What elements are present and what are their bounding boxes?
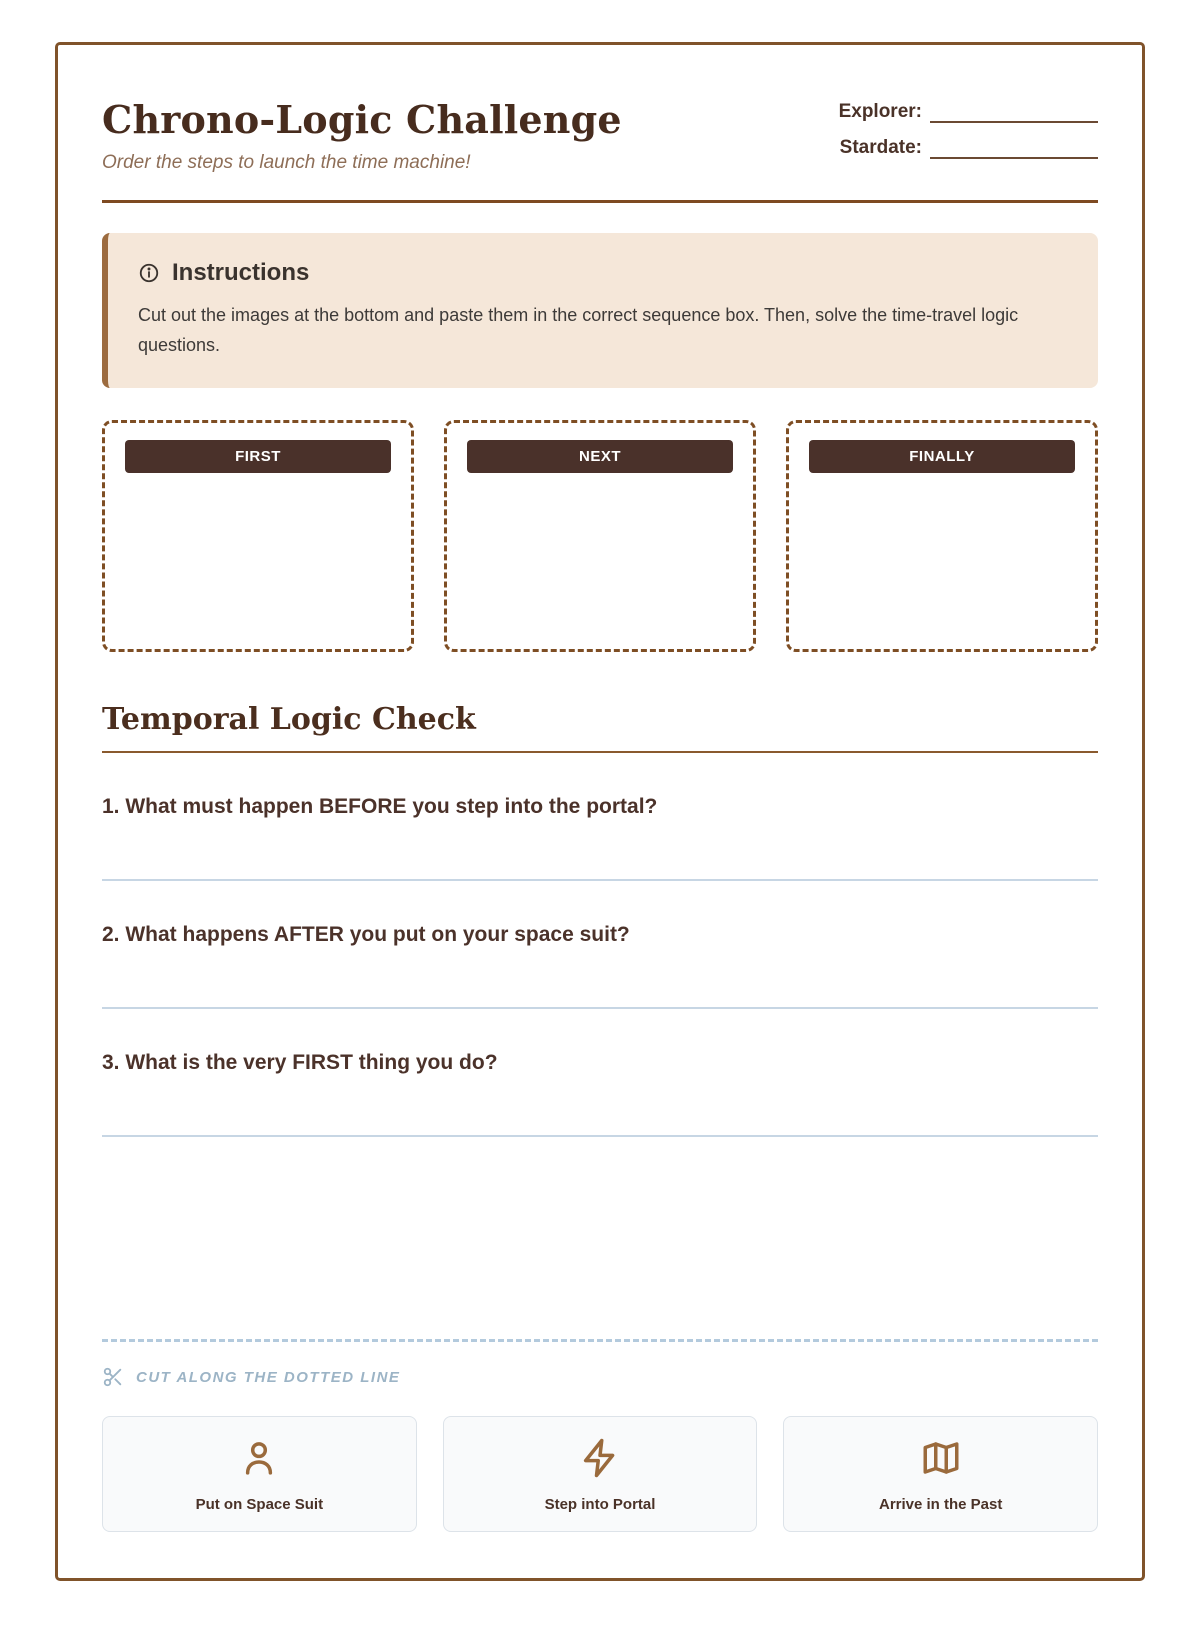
question-2 [102, 923, 1098, 1009]
question-1-answer-line[interactable] [102, 879, 1098, 881]
instructions-heading [138, 259, 1068, 287]
stardate-write-line[interactable] [930, 139, 1098, 159]
worksheet-page [55, 42, 1145, 1581]
explorer-write-line[interactable] [930, 103, 1098, 123]
card-put-on-space-suit[interactable] [102, 1416, 417, 1532]
sequence-box-first[interactable] [102, 420, 414, 652]
instructions-text: Cut out the images at the bottom and paste them in the correct sequence box. Then, solve the time-travel logic questions. [138, 305, 1019, 355]
lightning-icon [579, 1437, 621, 1479]
page-subtitle: Order the steps to launch the time machine! [102, 152, 471, 173]
sequence-row [102, 420, 1098, 652]
question-3-text: 3. What is the very FIRST thing you do? [102, 1051, 498, 1075]
question-2-answer-line[interactable] [102, 1007, 1098, 1009]
card-label: Arrive in the Past [878, 1496, 1003, 1514]
card-arrive-in-the-past[interactable] [783, 1416, 1098, 1532]
question-3 [102, 1051, 1098, 1137]
instructions-box [102, 233, 1098, 388]
card-label: Put on Space Suit [195, 1496, 324, 1514]
map-icon [920, 1437, 962, 1479]
question-3-answer-line[interactable] [102, 1135, 1098, 1137]
explorer-label: Explorer: [838, 101, 922, 122]
sequence-label-next: NEXT [467, 440, 733, 473]
header-title-block [102, 97, 622, 174]
logic-section-divider [102, 751, 1098, 753]
card-label: Step into Portal [544, 1496, 656, 1514]
header-fields [839, 97, 1098, 173]
stardate-field [839, 137, 1098, 159]
cut-label-row [102, 1366, 1098, 1388]
page-title: Chrono-Logic Challenge [102, 97, 622, 142]
info-icon [138, 262, 160, 284]
sequence-label-first: FIRST [125, 440, 391, 473]
cut-label: CUT ALONG THE DOTTED LINE [136, 1368, 401, 1386]
cutout-cards-row [102, 1416, 1098, 1532]
sequence-box-next[interactable] [444, 420, 756, 652]
sequence-box-finally[interactable] [786, 420, 1098, 652]
header-divider [102, 200, 1098, 203]
question-1-text: 1. What must happen BEFORE you step into the portal? [102, 795, 658, 819]
sequence-label-finally: FINALLY [809, 440, 1075, 473]
explorer-field [839, 101, 1098, 123]
cut-dotted-line [102, 1339, 1098, 1342]
header [102, 97, 1098, 174]
astronaut-icon [238, 1437, 280, 1479]
card-step-into-portal[interactable] [443, 1416, 758, 1532]
logic-section-heading: Temporal Logic Check [102, 702, 476, 738]
instructions-title: Instructions [172, 259, 310, 286]
question-1 [102, 795, 1098, 881]
scissors-icon [102, 1366, 124, 1388]
question-2-text: 2. What happens AFTER you put on your space suit? [102, 923, 630, 947]
stardate-label: Stardate: [839, 137, 922, 158]
